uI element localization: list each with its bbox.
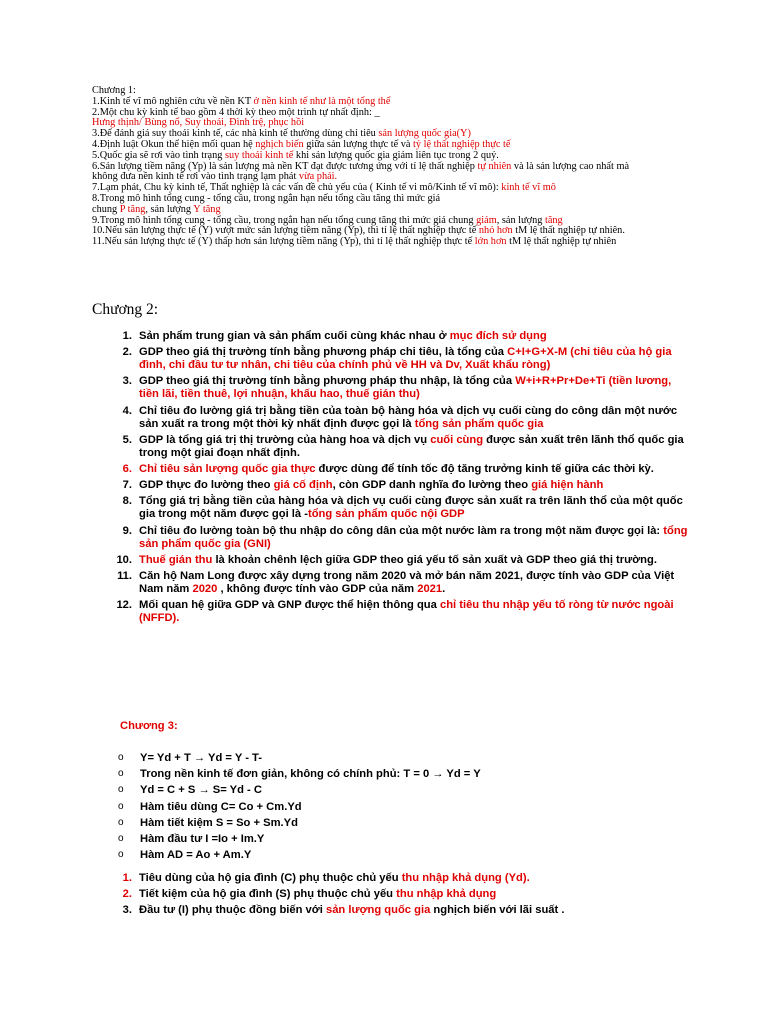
list-item: 7. GDP thực đo lường theo giá cố định, còn GDP danh nghĩa đo lường theo giá hiện hành [122, 479, 604, 492]
chapter-3-formula-list [118, 750, 481, 863]
list-item: 9. Chỉ tiêu đo lường toàn bộ thu nhập do công dân của một nước làm ra trong một năm được gọi là: tổng sản phẩm quốc gia (GNI) [122, 524, 688, 550]
chapter-1-title: Chương 1: [92, 85, 136, 96]
chapter-1-line: 7.Lạm phát, Chu kỳ kinh tế, Thất nghiệp là các vấn đề chủ yếu của ( Kinh tế vi mô/Kinh tế vĩ mô): kinh tế vĩ mô [92, 182, 556, 194]
chapter-1-line: 9.Trong mô hình tổng cung - tổng cầu, trong ngắn hạn nếu tổng cung tăng thì mức giá chung giảm, sản lượng tăng [92, 214, 563, 226]
list-item: o Hàm tiết kiệm S = So + Sm.Yd [118, 815, 481, 831]
chapter-1-line: 2.Một chu kỳ kinh tế bao gồm 4 thời kỳ theo một trình tự nhất định: _ [92, 106, 380, 118]
chapter-1-line: chung P tăng, sản lượng Y tăng [92, 203, 221, 215]
chapter-1-line: Hưng thịnh/ Bùng nổ, Suy thoái, Đình trệ, phục hồi [92, 117, 305, 129]
bullet-icon: o [118, 833, 124, 845]
bullet-icon: o [118, 768, 124, 780]
list-item: 5. GDP là tổng giá trị thị trường của hàng hoa và dịch vụ cuối cùng được sản xuất trên lãnh thổ quốc gia trong một giai đoạn nhất định. [122, 433, 684, 459]
list-item: 3. Đầu tư (I) phụ thuộc đồng biến với sản lượng quốc gia nghịch biến với lãi suất . [122, 904, 565, 916]
chapter-1-line: 6.Sản lượng tiềm năng (Yp) là sản lượng mà nền KT đạt được tương ứng với tỉ lệ thất nghiệp tự nhiên và là sản lượng cao nhất mà không đưa nền kinh tế rơi vào tình trạng lạm phát vừa phải. [92, 160, 630, 183]
list-item: 2. GDP theo giá thị trường tính bằng phương pháp chi tiêu, là tổng của C+I+G+X-M (chi tiêu của hộ gia đình, chi đầu tư tư nhân, chi tiêu của chính phủ về HH và Dv, Xuất khẩu ròng) [122, 346, 672, 372]
list-item: 6. Chỉ tiêu sản lượng quốc gia thực được dùng để tính tốc độ tăng trưởng kinh tế giữa các thời kỳ. [122, 462, 654, 475]
list-item: 3. GDP theo giá thị trường tính bằng phương pháp thu nhập, là tổng của W+i+R+Pr+De+Ti (tiền lương, tiền lãi, tiền thuê, lợi nhuận, khấu hao, thuế gián thu) [122, 375, 672, 401]
chapter-2-title: Chương 2: [92, 301, 159, 318]
list-item: 10. Thuế gián thu là khoản chênh lệch giữa GDP theo giá yếu tố sản xuất và GDP theo giá thị trường. [116, 553, 657, 566]
chapter-1-line: 8.Trong mô hình tổng cung - tổng cầu, trong ngắn hạn nếu tổng cầu tăng thì mức giá [92, 192, 441, 204]
list-item: 1. Sản phẩm trung gian và sản phẩm cuối cùng khác nhau ở mục đích sử dụng [122, 330, 547, 342]
list-item: 12. Mối quan hệ giữa GDP và GNP được thể hiện thông qua chỉ tiêu thu nhập yếu tố ròng từ nước ngoài (NFFD). [116, 599, 674, 625]
list-item: 8. Tổng giá trị bằng tiền của hàng hóa và dịch vụ cuối cùng được sản xuất ra trên lãnh thổ của một quốc gia trong một năm được gọi là -tổng sản phẩm quốc nội GDP [122, 495, 683, 521]
chapter-1-line: 11.Nếu sản lượng thực tế (Y) thấp hơn sản lượng tiềm năng (Yp), thì tỉ lệ thất nghiệp thực tế lớn hơn tM lệ thất nghiệp tự nhiên [92, 236, 617, 248]
bullet-icon: o [118, 816, 124, 828]
bullet-icon: o [118, 752, 124, 763]
chapter-3-title: Chương 3: [120, 720, 178, 732]
list-item: o Y= Yd + T → Yd = Y - T- [118, 750, 481, 766]
list-item: o Hàm tiêu dùng C= Co + Cm.Yd [118, 799, 481, 815]
chapter-1-line: 10.Nếu sản lượng thực tế (Y) vượt mức sản lượng tiềm năng (Yp), thì tỉ lệ thất nghiệp thực tế nhỏ hơn tM lệ thất nghiệp tự nhiên. [92, 225, 625, 237]
list-item: o Hàm đầu tư I =Io + Im.Y [118, 831, 481, 847]
list-item: 4. Chỉ tiêu đo lường giá trị bằng tiền của toàn bộ hàng hóa và dịch vụ cuối cùng do công dân một nước sản xuất ra trong một thời kỳ nhất định được gọi là tổng sản phẩm quốc gia [122, 404, 678, 430]
bullet-icon: o [118, 849, 124, 861]
list-item: 11. Căn hộ Nam Long được xây dựng trong năm 2020 và mở bán năm 2021, được tính vào GDP của Việt Nam năm 2020 , không được tính vào GDP của năm 2021. [117, 569, 675, 595]
list-item: 2. Tiết kiệm của hộ gia đình (S) phụ thuộc chủ yếu thu nhập khả dụng [122, 888, 497, 900]
chapter-1-line: 4.Định luật Okun thể hiện mối quan hệ nghịch biến giữa sản lượng thực tế và tỷ lệ thất nghiệp thực tế [92, 138, 511, 150]
list-item: 1. Tiêu dùng của hộ gia đình (C) phụ thuộc chủ yếu thu nhập khả dụng (Yd). [122, 872, 530, 884]
chapter-2-list [92, 330, 692, 628]
bullet-icon: o [118, 784, 124, 796]
chapter-1-line: 1.Kinh tế vĩ mô nghiên cứu về nền KT ở nền kinh tế như là một tổng thể [92, 95, 391, 107]
chapter-1-section [92, 86, 652, 248]
list-item: o Hàm AD = Ao + Am.Y [118, 847, 481, 863]
list-item: o Yd = C + S → S= Yd - C [118, 782, 481, 798]
chapter-1-line: 3.Để đánh giá suy thoái kinh tế, các nhà kinh tế thường dùng chỉ tiêu sản lượng quốc gia(Y) [92, 128, 471, 140]
list-item: o Trong nền kinh tế đơn giản, không có chính phủ: T = 0 → Yd = Y [118, 766, 481, 782]
bullet-icon: o [118, 800, 124, 812]
chapter-3-list [92, 872, 692, 920]
chapter-1-line: 5.Quốc gia sẽ rơi vào tình trạng suy thoái kinh tế khi sản lượng quốc gia giảm liên tục trong 2 quý. [92, 149, 499, 161]
